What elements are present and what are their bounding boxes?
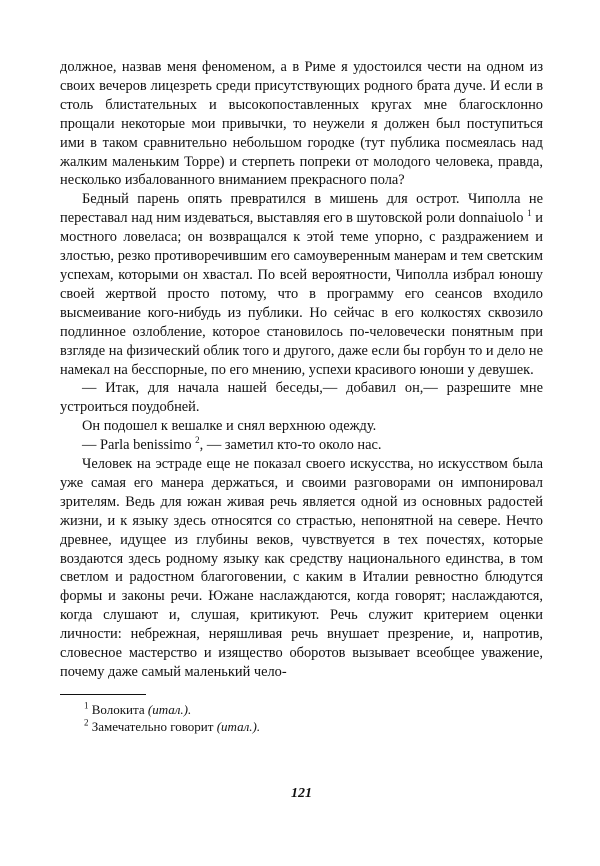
paragraph: Бедный парень опять превратился в мишень для острот. Чиполла не переставал над ним издеваться, выставляя его в шутовской роли donnaiuolo $^1$ и мостного ловеласа; он возвращался к этой теме упорно, с раздражением и злостью, резко противоречившим его самоуверенным манерам и тем светским успехам, которыми он хвастал. По всей вероятности, Чиполла избрал юношу своей жертвой просто потому, что в программу его сеансов входило высмеивание кого-нибудь из публики. Но сейчас в его колкостях сквозило подлинное озлобление, которое становилось по-человечески понятным при взгляде на физический облик того и другого, даже если бы горбун то и дело не намекал на бесспорные, по его мнению, успехи красивого юноши у девушек. (60, 191, 543, 378)
paragraph: Человек на эстраде еще не показал своего искусства, но искусством была уже самая его манера держаться, и своими разговорами он импонировал зрителям. Ведь для южан живая речь является одной из основных радостей жизни, и к языку здесь относятся со страстью, непонятной на севере. Нечто древнее, идущее из глубины веков, чувствуется в тех почестях, которые воздаются здесь родному языку как средству национального единства, в том светлом и радостном благоговении, с каким в Италии ревностно блюдутся формы и законы речи. Южане наслаждаются, когда говорят; наслаждаются, когда слушают и, слушая, критикуют. Речь служит критерием оценки личности: небрежная, неряшливая речь внушает презрение, и, напротив, словесное мастерство и изящество оборотов вызывает всеобщее уважение, почему даже самый маленький чело- (60, 456, 543, 680)
paragraph: должное, назвав меня феноменом, а в Риме я удостоился чести на одном из своих вечеров лицезреть среди присутствующих родного брата дуче. И если в столь блистательных и высокопоставленных кругах мне благосклонно прощали некоторые мои привычки, то неужели я должен был поступиться ими в таком сравнительно небольшом городке (тут публика посмеялась над жалким маленьким Торре) и стерпеть попреки от молодого человека, правда, несколько избалованного вниманием прекрасного пола? (60, 59, 543, 189)
footnote-mark: 1 (527, 208, 532, 219)
page-number: 121 (291, 786, 312, 801)
footnote: $^1$ Волокита (итал.). (84, 700, 192, 717)
paragraph: Он подошел к вешалке и снял верхнюю одежду. (82, 418, 377, 435)
footnote: $^2$ Замечательно говорит (итал.). (84, 717, 261, 734)
footnote-divider (60, 694, 146, 695)
book-page (60, 58, 543, 801)
paragraph: — Parla benissimo $^2$, — заметил кто-то около нас. (82, 435, 382, 454)
paragraph: — Итак, для начала нашей беседы,— добавил он,— разрешите мне устроиться поудобней. (60, 380, 543, 416)
footnote-mark: 2 (195, 435, 200, 446)
